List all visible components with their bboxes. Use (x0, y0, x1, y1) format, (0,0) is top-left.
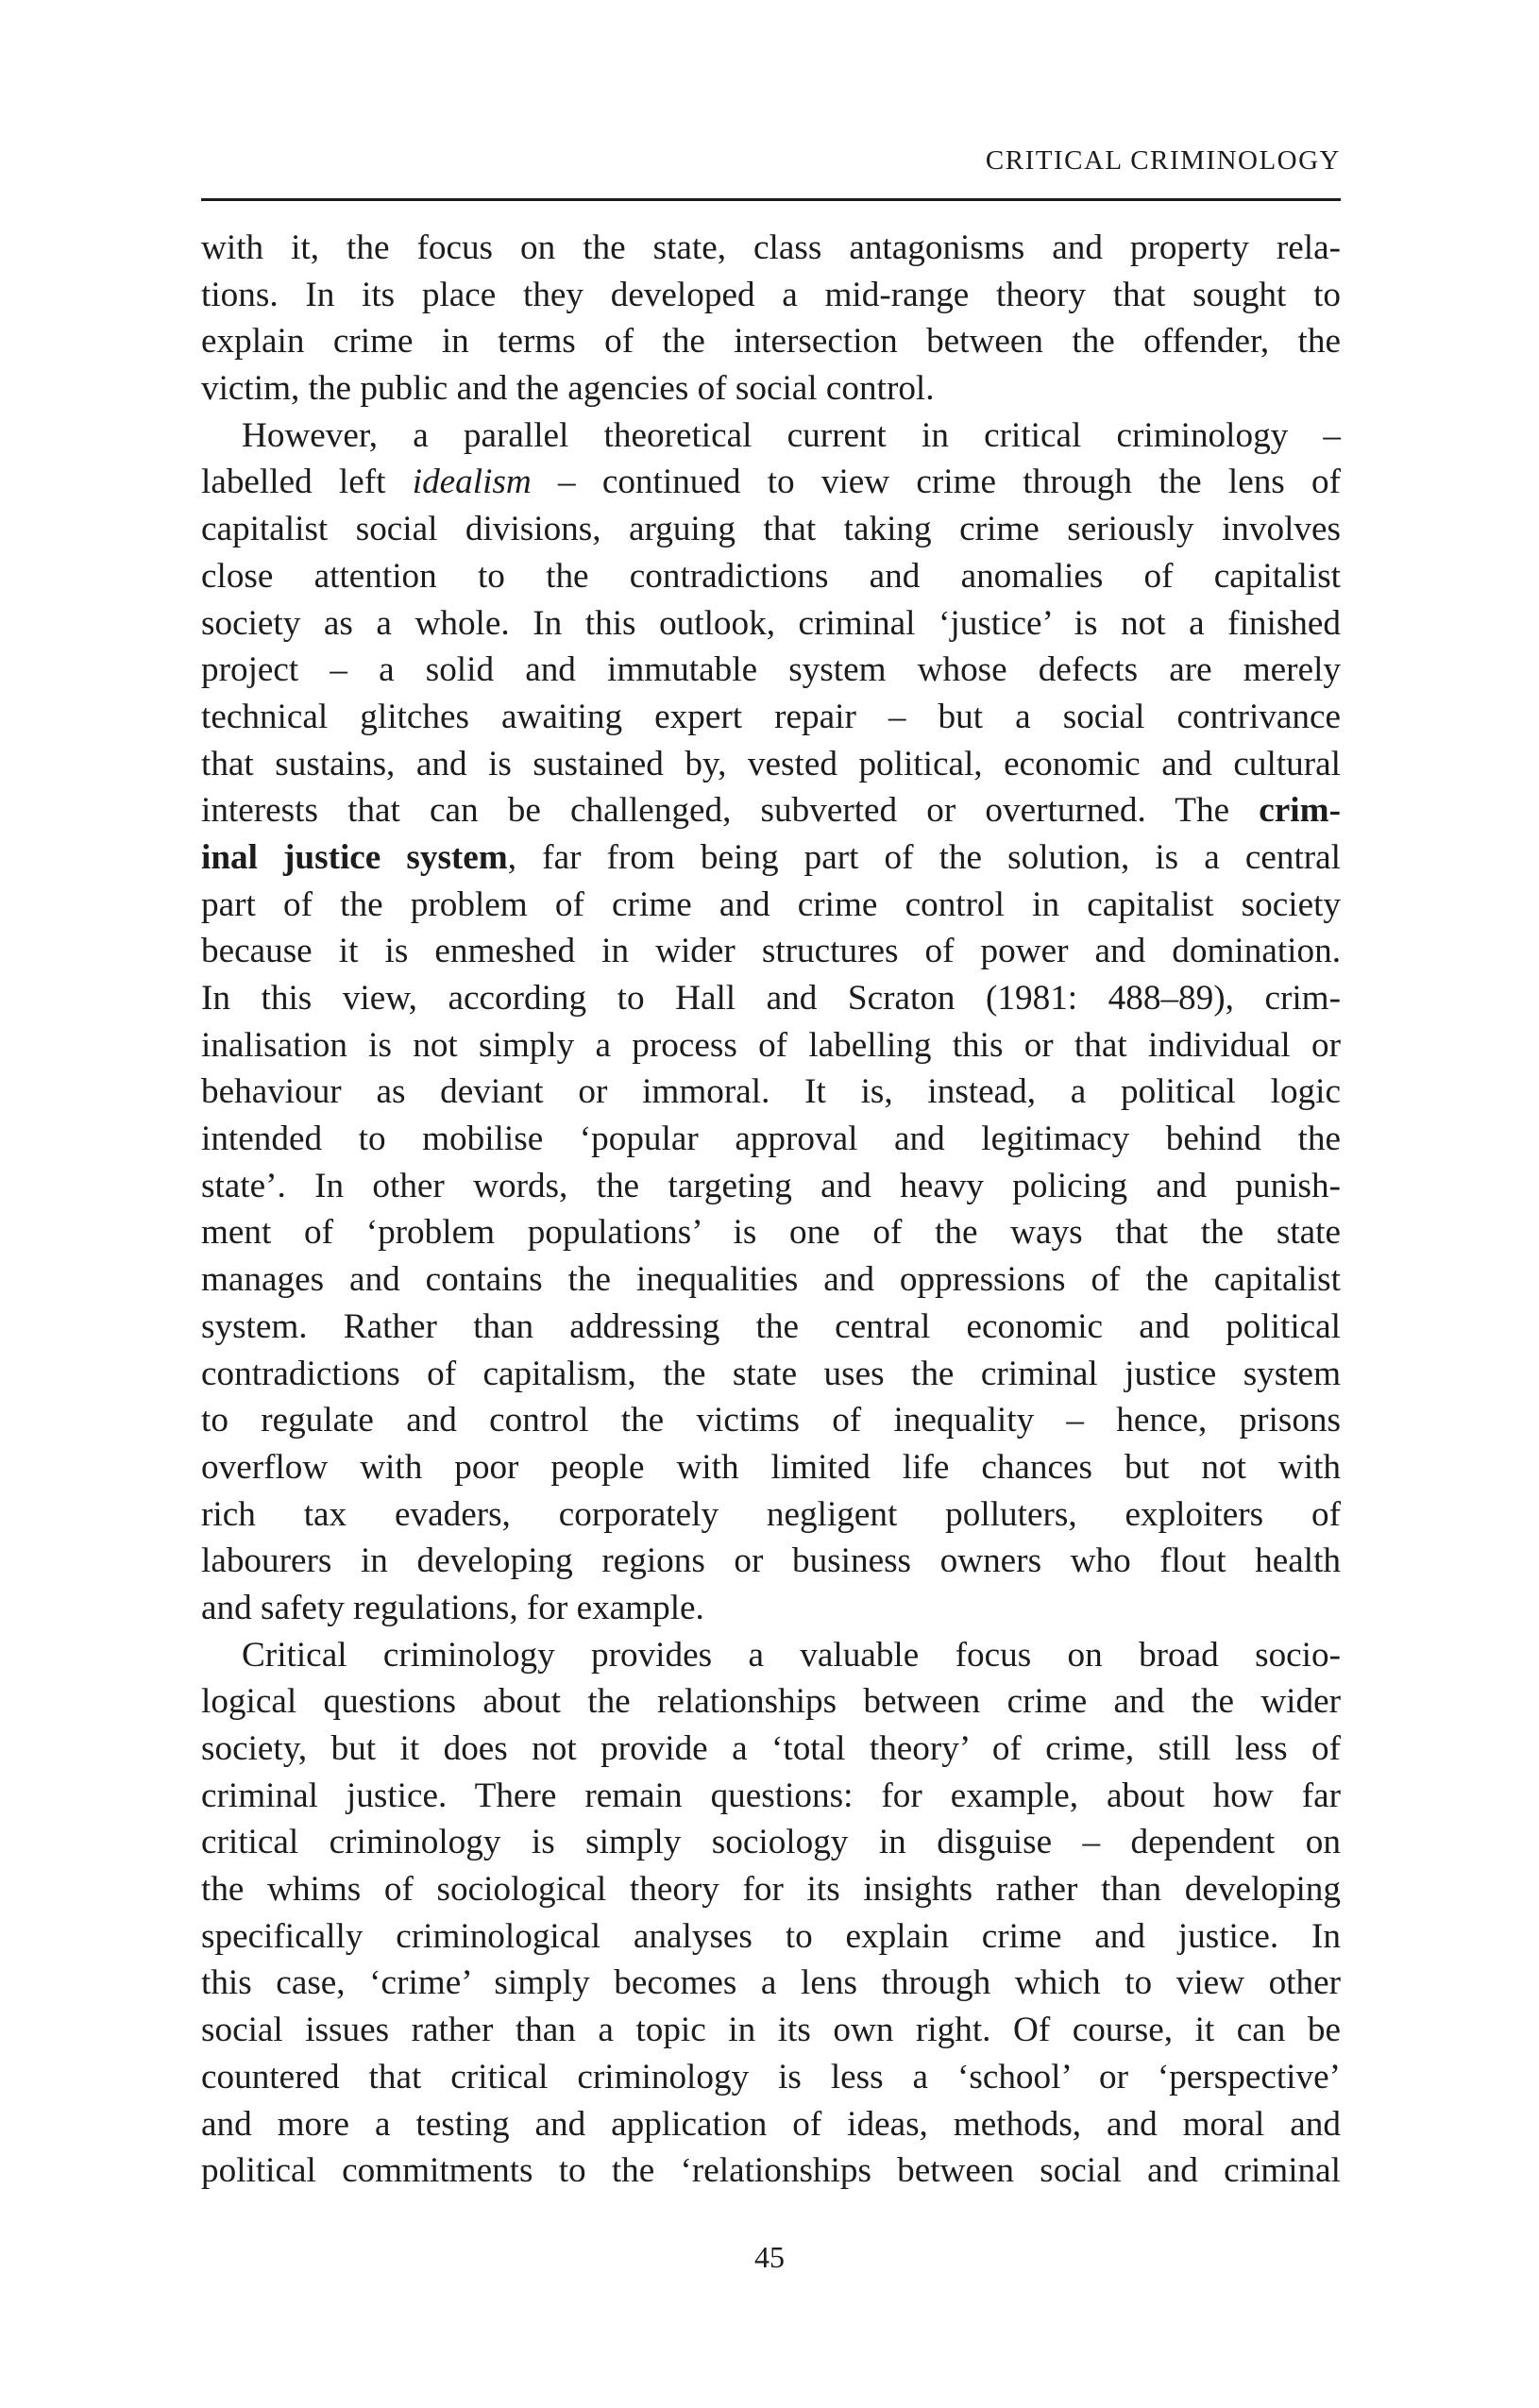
italic-term: idealism (412, 463, 532, 502)
text-line (201, 1726, 1341, 1773)
text-line (201, 318, 1341, 365)
paragraph (201, 225, 1341, 413)
text-line (201, 1256, 1341, 1304)
text-run: behaviour as deviant or immoral. It is, instead, a political logic (201, 1072, 1341, 1112)
text-line (201, 834, 1341, 882)
text-run: this case, ‘crime’ simply becomes a lens through which to view other (201, 1963, 1341, 2003)
text-run: state’. In other words, the targeting and heavy policing and punish- (201, 1166, 1341, 1205)
text-run: , far from being part of the solution, is a central (507, 837, 1342, 877)
text-line (201, 1351, 1341, 1398)
text-line (201, 928, 1341, 975)
text-line (201, 1960, 1341, 2007)
text-run: with it, the focus on the state, class antagonisms and property rela- (201, 228, 1341, 267)
text-run: capitalist social divisions, arguing that taking crime seriously involves (201, 510, 1341, 549)
text-line (201, 647, 1341, 694)
text-run: However, a parallel theoretical current in critical criminology – (242, 415, 1341, 455)
bold-key-term: inal justice system (201, 837, 508, 877)
paragraph (201, 413, 1341, 1632)
text-run: and safety regulations, for example. (201, 1588, 704, 1627)
text-run: that sustains, and is sustained by, vested political, economic and cultural (201, 744, 1341, 783)
text-line (201, 1209, 1341, 1256)
text-line (201, 1397, 1341, 1444)
text-run: – continued to view crime through the lens of (531, 463, 1341, 502)
text-run: ment of ‘problem populations’ is one of the ways that the state (201, 1213, 1341, 1253)
header-rule (201, 198, 1341, 201)
text-line (201, 694, 1341, 741)
text-run: because it is enmeshed in wider structures of power and domination. (201, 932, 1341, 971)
text-line (201, 2007, 1341, 2054)
text-line (201, 2147, 1341, 2195)
running-head: CRITICAL CRIMINOLOGY (985, 145, 1341, 176)
text-line (201, 413, 1341, 460)
body-text (201, 225, 1341, 2195)
text-line (201, 365, 1341, 413)
text-line (201, 225, 1341, 272)
text-run: victim, the public and the agencies of social control. (201, 369, 935, 409)
text-run: close attention to the contradictions and anomalies of capitalist (201, 556, 1341, 596)
text-line (201, 2054, 1341, 2101)
text-line (201, 975, 1341, 1022)
text-run: countered that critical criminology is less a ‘school’ or ‘perspective’ (201, 2057, 1341, 2096)
text-line (201, 459, 1341, 506)
text-run: political commitments to the ‘relationships between social and criminal (201, 2151, 1341, 2191)
text-run: Critical criminology provides a valuable focus on broad socio- (242, 1635, 1341, 1675)
text-run: the whims of sociological theory for its insights rather than developing (201, 1870, 1341, 1910)
text-line (201, 741, 1341, 788)
text-run: contradictions of capitalism, the state uses the criminal justice system (201, 1354, 1341, 1393)
text-run: labourers in developing regions or business owners who flout health (201, 1541, 1341, 1581)
text-line (201, 600, 1341, 648)
text-run: project – a solid and immutable system whose defects are merely (201, 650, 1341, 690)
text-line (201, 1819, 1341, 1866)
text-run: to regulate and control the victims of inequality – hence, prisons (201, 1401, 1341, 1440)
text-run: social issues rather than a topic in its own right. Of course, it can be (201, 2011, 1341, 2050)
text-line (201, 787, 1341, 834)
text-line (201, 1585, 1341, 1632)
text-run: In this view, according to Hall and Scraton (1981: 488–89), crim- (201, 979, 1341, 1018)
text-line (201, 1632, 1341, 1679)
text-run: inalisation is not simply a process of labelling this or that individual or (201, 1025, 1341, 1065)
bold-key-term: crim- (1259, 791, 1341, 831)
text-run: part of the problem of crime and crime control in capitalist society (201, 884, 1341, 924)
text-line (201, 1866, 1341, 1913)
text-run: labelled left (201, 463, 413, 502)
text-run: society as a whole. In this outlook, criminal ‘justice’ is not a finished (201, 603, 1341, 643)
text-run: society, but it does not provide a ‘total theory’ of crime, still less of (201, 1729, 1341, 1768)
text-run: critical criminology is simply sociology in disguise – dependent on (201, 1823, 1341, 1862)
text-line (201, 1491, 1341, 1539)
text-run: tions. In its place they developed a mid-range theory that sought to (201, 275, 1341, 314)
text-line (201, 1444, 1341, 1491)
text-run: manages and contains the inequalities and oppressions of the capitalist (201, 1260, 1341, 1300)
text-run: rich tax evaders, corporately negligent polluters, exploiters of (201, 1494, 1341, 1534)
text-line (201, 2101, 1341, 2148)
text-run: technical glitches awaiting expert repair – but a social contrivance (201, 697, 1341, 736)
text-line (201, 1773, 1341, 1820)
text-run: overflow with poor people with limited life chances but not with (201, 1447, 1341, 1487)
text-line (201, 1163, 1341, 1210)
text-line (201, 1069, 1341, 1116)
paragraph (201, 1632, 1341, 2195)
text-line (201, 1022, 1341, 1069)
text-run: interests that can be challenged, subverted or overturned. The (201, 791, 1260, 831)
text-line (201, 1304, 1341, 1351)
text-line (201, 272, 1341, 319)
text-run: explain crime in terms of the intersection between the offender, the (201, 322, 1341, 362)
text-run: criminal justice. There remain questions: for example, about how far (201, 1776, 1341, 1815)
page-number: 45 (754, 2240, 785, 2274)
text-run: system. Rather than addressing the central economic and political (201, 1306, 1341, 1346)
text-line (201, 882, 1341, 929)
text-line (201, 553, 1341, 600)
text-line (201, 1538, 1341, 1585)
text-line (201, 1913, 1341, 1961)
text-run: intended to mobilise ‘popular approval and legitimacy behind the (201, 1120, 1341, 1159)
text-run: logical questions about the relationships between crime and the wider (201, 1682, 1341, 1722)
text-line (201, 506, 1341, 553)
text-line (201, 1678, 1341, 1726)
text-line (201, 1116, 1341, 1163)
text-run: and more a testing and application of ideas, methods, and moral and (201, 2104, 1341, 2144)
text-run: specifically criminological analyses to explain crime and justice. In (201, 1916, 1341, 1956)
